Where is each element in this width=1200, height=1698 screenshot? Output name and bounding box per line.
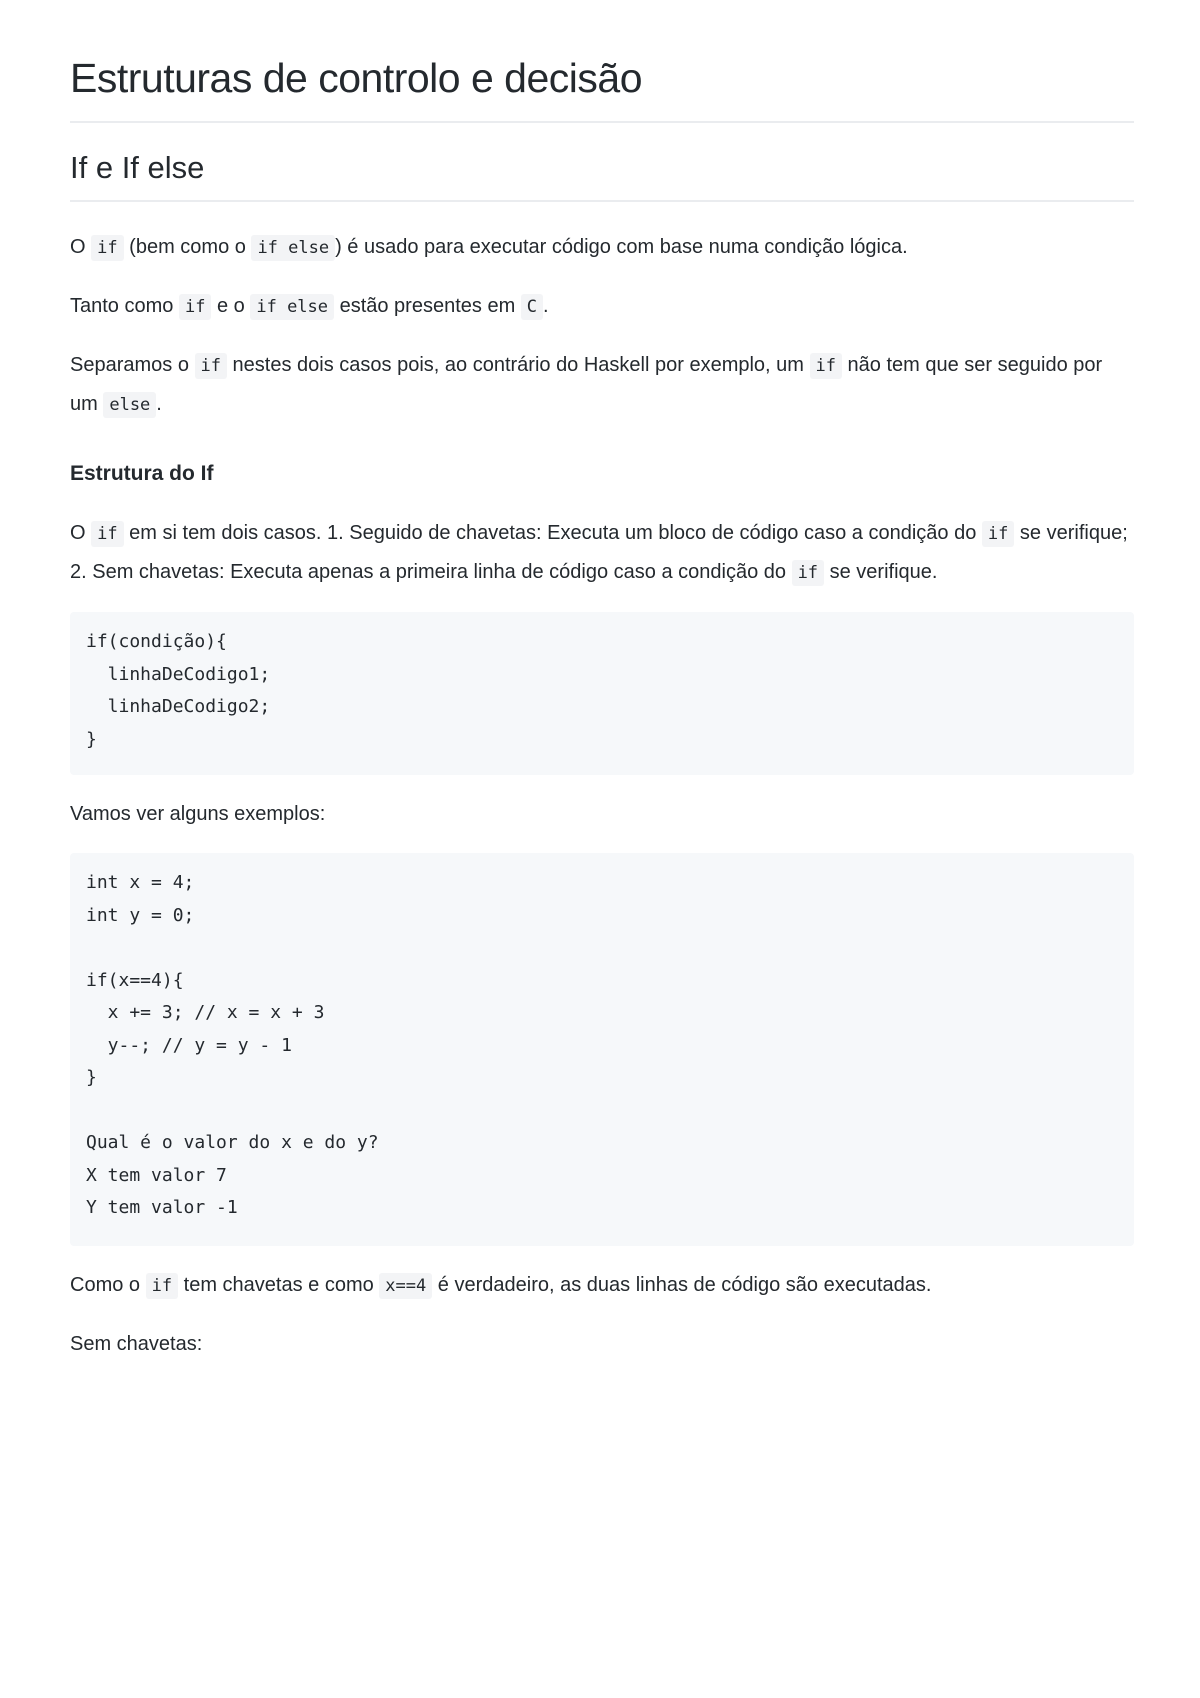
page-title: Estruturas de controlo e decisão xyxy=(70,55,642,101)
inline-code: if xyxy=(146,1273,178,1299)
paragraph-presence: Tanto como if e o if else estão presentes em C . xyxy=(70,287,1134,326)
paragraph-intro: O if (bem como o if else ) é usado para executar código com base numa condição lógica. xyxy=(70,228,1134,267)
inline-code: if xyxy=(91,235,123,261)
title-divider xyxy=(70,121,1134,123)
section-heading: If e If else xyxy=(70,150,205,185)
inline-code: if xyxy=(810,353,842,379)
inline-code: if xyxy=(179,294,211,320)
inline-code: if else xyxy=(251,235,335,261)
code-block-if-structure: if(condição){ linhaDeCodigo1; linhaDeCodigo2; } xyxy=(70,612,1134,775)
paragraph-examples-intro: Vamos ver alguns exemplos: xyxy=(70,803,326,825)
inline-code: if xyxy=(195,353,227,379)
inline-code: C xyxy=(521,294,543,320)
paragraph-no-braces: Sem chavetas: xyxy=(70,1333,203,1355)
paragraph-explanation: Como o if tem chavetas e como x==4 é verdadeiro, as duas linhas de código são executadas. xyxy=(70,1266,1134,1305)
inline-code: if xyxy=(792,560,824,586)
inline-code: if xyxy=(91,521,123,547)
inline-code: if xyxy=(982,521,1014,547)
inline-code: if else xyxy=(250,294,334,320)
inline-code: x==4 xyxy=(379,1273,432,1299)
paragraph-if-cases: O if em si tem dois casos. 1. Seguido de chavetas: Executa um bloco de código caso a condição do if se verifique; 2. Sem chavetas: Executa apenas a primeira linha de código caso a condição do if se verifique. xyxy=(70,514,1134,592)
paragraph-separation: Separamos o if nestes dois casos pois, ao contrário do Haskell por exemplo, um if não tem que ser seguido por um else . xyxy=(70,346,1134,424)
subsection-heading: Estrutura do If xyxy=(70,462,214,485)
inline-code: else xyxy=(103,392,156,418)
code-block-example: int x = 4; int y = 0; if(x==4){ x += 3; // x = x + 3 y--; // y = y - 1 } Qual é o valor do x e do y? X tem valor 7 Y tem valor -1 xyxy=(70,853,1134,1246)
section-divider xyxy=(70,200,1134,202)
